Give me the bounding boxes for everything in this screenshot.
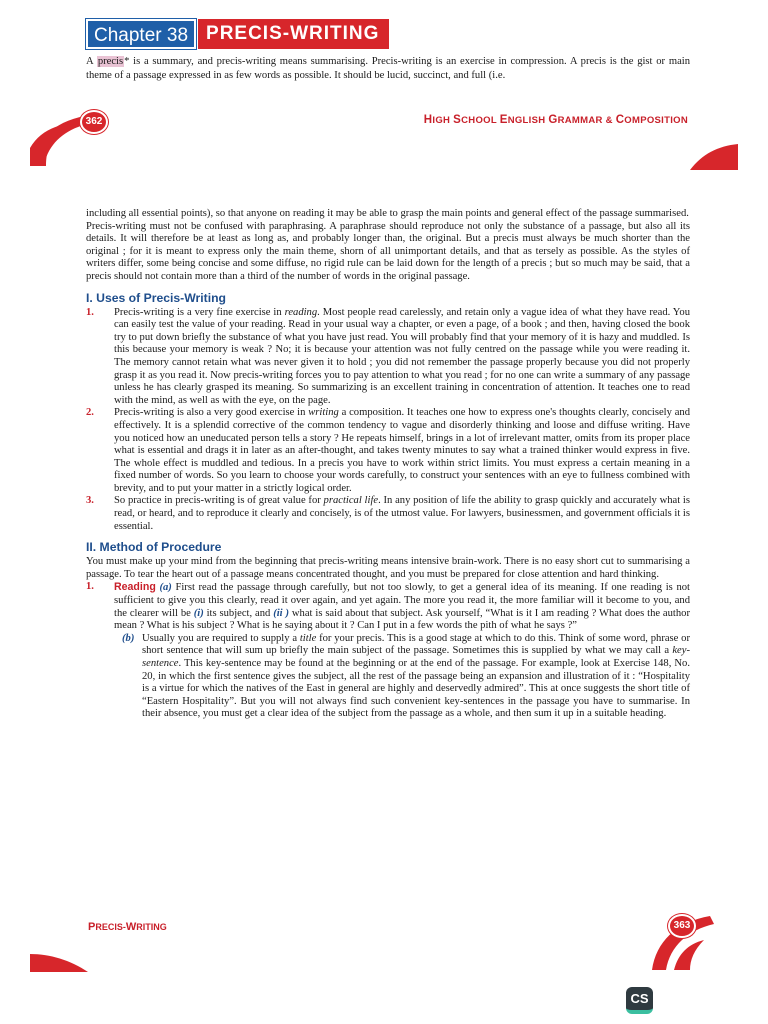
section-heading-method: II. Method of Procedure (86, 540, 222, 555)
item-number: 1. (86, 306, 94, 318)
item-number: 3. (86, 495, 94, 507)
page-number-badge: 362 (80, 110, 108, 134)
item-number: 1. (86, 581, 94, 593)
body-paragraph: You must make up your mind from the beginning that precis-writing means intensive brain-work. There is no easy short cut to summarising a passage. To tear the heart out of a passage means concentrated thought, and you must be prepared for close attention and hard thinking. (86, 556, 690, 580)
intro-paragraph: A precis* is a summary, and precis-writing means summarising. Precis-writing is an exercise in compression. A precis is the gist or main theme of a passage expressed in as few words as possible. It should be lucid, succinct, and full (i.e. (86, 56, 691, 81)
list-item: 1. Reading (a) First read the passage through carefully, but not too slowly, to get a general idea of its meaning. If one reading is not sufficient to give you this clearly, read it over again, and yet again. The more you read it, the more familiar will it become to you, and the clearer will be (i) its subject, and (ii ) what is said about that subject. Ask yourself, “What is it I am reading ? What does the author mean ? What is his subject ? What is he saying about it ? Can I put in a few words the pith of what he says ?” (b) Usually you are required to supply a title for your precis. This is a good stage at which to do this. Think of some word, phrase or short sentence that will sum up briefly the main subject of the passage. Sometimes this is supplied by what we may call a key-sentence. This key-sentence may be found at the beginning or at the end of the passage. For example, look at Exercise 148, No. 20, in which the first sentence gives the subject, all the rest of the passage being an expansion and illustration of it : “Hospitality is a virtue for which the natives of the East in general are highly and deservedly admired”. This at once suggests the short title of “Eastern Hospitality”. But you will not always find such convenient key-sentences in the passage you have to summarise. In their absence, you must get a clear idea of the subject from the passage as a whole, and then sum it up in a suitable heading. (86, 581, 691, 720)
highlighted-term: precis (97, 56, 124, 67)
item-number: 2. (86, 407, 94, 419)
list-item: 1. Precis-writing is a very fine exercise in reading. Most people read carelessly, and retain only a vague idea of what they have read. You can easily test the value of your reading. Read in your usual way a chapter, or even a page, of a book ; and then, having closed the book try to put down briefly the substance of what you have just read. You will probably find that your memory of it is hazy and muddled. Is this because your memory is weak ? No; it is because your attention was not fully centred on the passage while you were reading it. The memory cannot retain what was never given it to hold ; you did not remember the passage properly because you did not properly grasp it as you read it. Now precis-writing forces you to pay attention to what you read ; for no one can write a summary of any passage unless he has clearly grasped its meaning. So summarizing is an excellent training in concentration of attention. It teaches one to read with the mind, as well as with the eye, on the page. (86, 306, 691, 406)
chapter-title: PRECIS-WRITING (198, 19, 389, 49)
red-corner-decoration-bottom-left (30, 950, 90, 972)
red-swoosh-decoration-bottom-right (648, 908, 738, 970)
list-item: 3. So practice in precis-writing is of great value for practical life. In any position of life the ability to grasp quickly and accurately what is read, or heard, and to reproduce it clearly and concisely, is of the utmost value. For lawyers, businessmen, and government officials it is essential. (86, 495, 690, 532)
body-paragraph: including all essential points), so that anyone on reading it may be able to grasp the main points and general effect of the passage summarised. (86, 208, 689, 219)
body-paragraph: Precis-writing must not be confused with paraphrasing. A paraphrase should reproduce not only the substance of a passage, but also all its details. It will therefore be at least as long as, and probably longer than, the original. But a precis must always be much shorter than the original ; for it is meant to express only the main theme, shorn of all unimportant details, and that as tersely as possible. As the styles of writers differ, some being concise and some diffuse, no rigid rule can be laid down for the length of a precis ; but so much may be said, that a precis should not contain more than a third of the number of words in the original passage. (86, 220, 690, 282)
main-text (86, 208, 690, 721)
camscanner-logo: CS (626, 987, 653, 1014)
section-heading-uses: I. Uses of Precis-Writing (86, 290, 226, 305)
page-number-badge: 363 (668, 914, 696, 938)
running-head: HIGH SCHOOL ENGLISH GRAMMAR & COMPOSITION (423, 114, 688, 126)
footer-running-head: PRECIS-WRITING (88, 921, 167, 933)
item-label: Reading (114, 581, 156, 594)
red-corner-decoration (690, 140, 738, 170)
chapter-label: Chapter 38 (86, 19, 196, 49)
sub-item: (b) Usually you are required to supply a title for your precis. This is a good stage at which to do this. Think of some word, phrase or short sentence that will sum up briefly the main subject of the passage. Sometimes this is supplied by what we may call a key-sentence. This key-sentence may be found at the beginning or at the end of the passage. For example, look at Exercise 148, No. 20, in which the first sentence gives the subject, all the rest of the passage being an expansion and illustration of it : “Hospitality is a virtue for which the natives of the East in general are highly and deservedly admired”. This at once suggests the short title of “Eastern Hospitality”. But you will not always find such convenient key-sentences in the passage you have to summarise. In their absence, you must get a clear idea of the subject from the passage as a whole, and then sum it up in a suitable heading. (122, 632, 690, 720)
list-item: 2. Precis-writing is also a very good exercise in writing a composition. It teaches one how to express one's thoughts clearly, concisely and effectively. It is a splendid corrective of the common tendency to vague and disorderly thinking and loose and diffuse writing. Have you noticed how an uneducated person tells a story ? He repeats himself, brings in a lot of irrelevant matter, omits from its proper place what is essential and drags it in later as an after-thought, and takes twenty minutes to say what a trained thinker would express in five. The whole effect is muddled and tedious. In a precis you have to work within strict limits. You must express a certain meaning in a fixed number of words. So you learn to choose your words carefully, to construct your sentences with an eye to fullness combined with brevity, and to put your matter in a strictly logical order. (86, 407, 690, 494)
chapter-banner (86, 19, 389, 49)
